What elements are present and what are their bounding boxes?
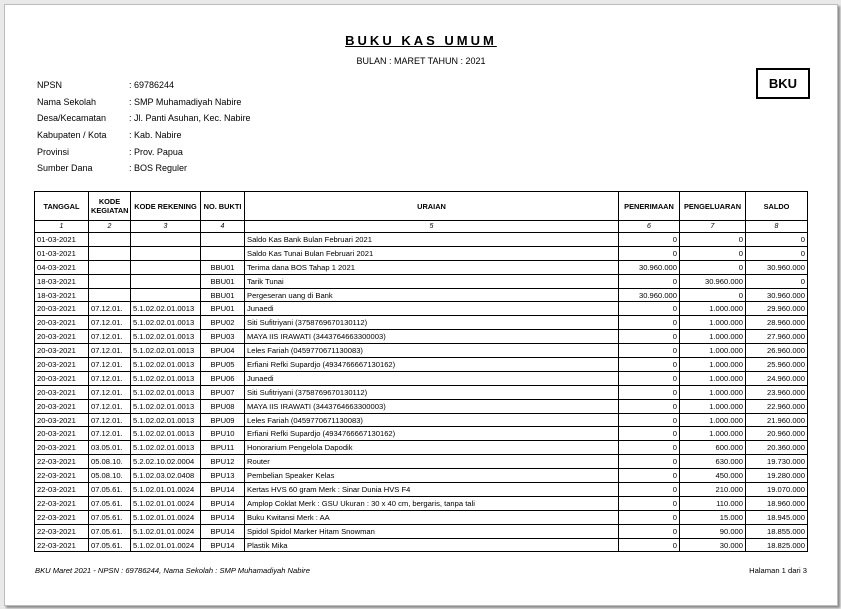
document-page [4, 4, 838, 606]
column-header-kode-kegiatan: KODE KEGIATAN [89, 192, 131, 221]
cell-pengeluaran: 1.000.000 [680, 316, 746, 330]
column-header-tanggal: TANGGAL [35, 192, 89, 221]
cell-tanggal: 01-03-2021 [35, 233, 89, 247]
table-row [35, 483, 808, 497]
cell-uraian: Honorarium Pengelola Dapodik [245, 441, 619, 455]
cell-no-bukti: BBU01 [201, 260, 245, 274]
cell-tanggal: 04-03-2021 [35, 260, 89, 274]
cell-penerimaan: 30.960.000 [619, 288, 680, 302]
cell-pengeluaran: 1.000.000 [680, 330, 746, 344]
cell-pengeluaran: 1.000.000 [680, 371, 746, 385]
cell-uraian: Junaedi [245, 371, 619, 385]
cell-tanggal: 18-03-2021 [35, 288, 89, 302]
info-label: NPSN [37, 80, 63, 90]
cell-saldo: 22.960.000 [746, 399, 808, 413]
info-row [37, 97, 251, 114]
cell-penerimaan: 0 [619, 455, 680, 469]
cell-uraian: Junaedi [245, 302, 619, 316]
cell-no-bukti: BPU14 [201, 524, 245, 538]
cell-kode-kegiatan: 03.05.01. [89, 441, 131, 455]
cell-uraian: Siti Sufitriyani (3758769670130112) [245, 385, 619, 399]
cell-kode-rekening: 5.1.02.02.01.0013 [131, 330, 201, 344]
cell-no-bukti: BPU14 [201, 483, 245, 497]
cell-no-bukti: BBU01 [201, 274, 245, 288]
table-row [35, 538, 808, 552]
column-index: 3 [131, 221, 201, 233]
cell-uraian: Spidol Spidol Marker Hitam Snowman [245, 524, 619, 538]
cell-pengeluaran: 0 [680, 233, 746, 247]
info-value: : 69786244 [129, 80, 175, 90]
cell-no-bukti: BPU02 [201, 316, 245, 330]
cell-penerimaan: 0 [619, 413, 680, 427]
cell-no-bukti: BBU01 [201, 288, 245, 302]
cell-no-bukti: BPU14 [201, 510, 245, 524]
table-row [35, 385, 808, 399]
cell-saldo: 0 [746, 246, 808, 260]
cell-pengeluaran: 30.000 [680, 538, 746, 552]
table-row [35, 469, 808, 483]
cell-penerimaan: 0 [619, 538, 680, 552]
cell-tanggal: 20-03-2021 [35, 441, 89, 455]
cell-tanggal: 01-03-2021 [35, 246, 89, 260]
cell-penerimaan: 0 [619, 330, 680, 344]
cell-kode-kegiatan: 07.12.01. [89, 413, 131, 427]
cell-uraian: Leles Fariah (0459770671130083) [245, 413, 619, 427]
cell-kode-kegiatan [89, 260, 131, 274]
cell-kode-rekening [131, 233, 201, 247]
cell-kode-kegiatan: 07.12.01. [89, 344, 131, 358]
cell-penerimaan: 0 [619, 496, 680, 510]
table-row [35, 344, 808, 358]
cell-pengeluaran: 1.000.000 [680, 399, 746, 413]
cell-kode-kegiatan: 07.05.61. [89, 538, 131, 552]
cell-no-bukti: BPU07 [201, 385, 245, 399]
cell-pengeluaran: 600.000 [680, 441, 746, 455]
cell-kode-kegiatan: 07.12.01. [89, 302, 131, 316]
table-row [35, 510, 808, 524]
cell-uraian: Terima dana BOS Tahap 1 2021 [245, 260, 619, 274]
cell-uraian: MAYA IIS IRAWATI (3443764663300003) [245, 330, 619, 344]
cell-uraian: Pergeseran uang di Bank [245, 288, 619, 302]
cell-uraian: Erfiani Refki Supardjo (4934766667130162) [245, 358, 619, 372]
cell-kode-kegiatan: 07.05.61. [89, 510, 131, 524]
cell-pengeluaran: 1.000.000 [680, 427, 746, 441]
cell-tanggal: 20-03-2021 [35, 344, 89, 358]
cell-no-bukti [201, 233, 245, 247]
cell-no-bukti: BPU12 [201, 455, 245, 469]
cell-saldo: 18.960.000 [746, 496, 808, 510]
cell-tanggal: 22-03-2021 [35, 455, 89, 469]
school-info [37, 80, 251, 180]
cell-saldo: 27.960.000 [746, 330, 808, 344]
cell-saldo: 20.960.000 [746, 427, 808, 441]
cell-saldo: 19.730.000 [746, 455, 808, 469]
cell-kode-kegiatan: 07.12.01. [89, 427, 131, 441]
bku-badge: BKU [756, 68, 810, 99]
table-row [35, 524, 808, 538]
cell-pengeluaran: 0 [680, 288, 746, 302]
cell-saldo: 26.960.000 [746, 344, 808, 358]
cell-no-bukti: BPU14 [201, 496, 245, 510]
cell-tanggal: 20-03-2021 [35, 302, 89, 316]
cell-penerimaan: 0 [619, 524, 680, 538]
column-index: 5 [245, 221, 619, 233]
cell-tanggal: 20-03-2021 [35, 413, 89, 427]
cell-saldo: 24.960.000 [746, 371, 808, 385]
cell-pengeluaran: 0 [680, 260, 746, 274]
cell-kode-rekening: 5.1.02.02.01.0013 [131, 413, 201, 427]
info-value: : Jl. Panti Asuhan, Kec. Nabire [129, 113, 251, 124]
column-header-saldo: SALDO [746, 192, 808, 221]
cell-pengeluaran: 30.960.000 [680, 274, 746, 288]
column-index: 7 [680, 221, 746, 233]
cell-kode-kegiatan: 07.12.01. [89, 316, 131, 330]
cell-kode-rekening [131, 274, 201, 288]
cell-kode-rekening: 5.1.02.03.02.0408 [131, 469, 201, 483]
cell-uraian: Tarik Tunai [245, 274, 619, 288]
cell-penerimaan: 0 [619, 510, 680, 524]
page-title: BUKU KAS UMUM [345, 33, 497, 48]
cell-pengeluaran: 630.000 [680, 455, 746, 469]
cell-no-bukti: BPU08 [201, 399, 245, 413]
cell-penerimaan: 0 [619, 385, 680, 399]
cell-no-bukti: BPU13 [201, 469, 245, 483]
cell-no-bukti: BPU09 [201, 413, 245, 427]
cell-penerimaan: 0 [619, 427, 680, 441]
cell-saldo: 19.070.000 [746, 483, 808, 497]
ledger-body [35, 233, 808, 552]
cell-saldo: 19.280.000 [746, 469, 808, 483]
cell-kode-kegiatan: 07.12.01. [89, 358, 131, 372]
cell-pengeluaran: 1.000.000 [680, 413, 746, 427]
cell-uraian: Leles Fariah (0459770671130083) [245, 344, 619, 358]
cell-saldo: 0 [746, 233, 808, 247]
cell-penerimaan: 0 [619, 371, 680, 385]
info-label: Kabupaten / Kota [37, 130, 107, 141]
cell-kode-rekening: 5.2.02.10.02.0004 [131, 455, 201, 469]
cell-kode-rekening: 5.1.02.01.01.0024 [131, 496, 201, 510]
cell-kode-kegiatan: 05.08.10. [89, 469, 131, 483]
cell-saldo: 30.960.000 [746, 288, 808, 302]
cell-kode-kegiatan [89, 233, 131, 247]
cell-penerimaan: 0 [619, 399, 680, 413]
cell-uraian: MAYA IIS IRAWATI (3443764663300003) [245, 399, 619, 413]
cell-pengeluaran: 15.000 [680, 510, 746, 524]
table-row [35, 427, 808, 441]
cell-uraian: Kertas HVS 60 gram Merk : Sinar Dunia HVS F4 [245, 483, 619, 497]
cell-pengeluaran: 1.000.000 [680, 302, 746, 316]
column-header-no-bukti: NO. BUKTI [201, 192, 245, 221]
cell-pengeluaran: 90.000 [680, 524, 746, 538]
column-header-penerimaan: PENERIMAAN [619, 192, 680, 221]
cell-tanggal: 22-03-2021 [35, 469, 89, 483]
info-label: Sumber Dana [37, 163, 93, 174]
cell-uraian: Saldo Kas Bank Bulan Februari 2021 [245, 233, 619, 247]
column-index: 1 [35, 221, 89, 233]
page-subtitle: BULAN : MARET TAHUN : 2021 [356, 56, 486, 66]
cell-tanggal: 22-03-2021 [35, 538, 89, 552]
cell-pengeluaran: 450.000 [680, 469, 746, 483]
cell-no-bukti: BPU06 [201, 371, 245, 385]
cell-tanggal: 22-03-2021 [35, 524, 89, 538]
cell-saldo: 0 [746, 274, 808, 288]
cell-uraian: Plastik Mika [245, 538, 619, 552]
cell-kode-rekening: 5.1.02.02.01.0013 [131, 427, 201, 441]
table-header-row [35, 192, 808, 221]
table-row [35, 441, 808, 455]
cell-kode-rekening: 5.1.02.02.01.0013 [131, 316, 201, 330]
info-row [37, 113, 251, 130]
cell-kode-rekening [131, 260, 201, 274]
cell-tanggal: 22-03-2021 [35, 483, 89, 497]
cell-kode-rekening: 5.1.02.01.01.0024 [131, 524, 201, 538]
table-row [35, 455, 808, 469]
table-row [35, 246, 808, 260]
cell-kode-kegiatan: 05.08.10. [89, 455, 131, 469]
cell-uraian: Buku Kwitansi Merk : AA [245, 510, 619, 524]
info-row [37, 130, 251, 147]
cell-no-bukti: BPU10 [201, 427, 245, 441]
info-value: : Prov. Papua [129, 146, 183, 157]
table-row [35, 496, 808, 510]
table-row [35, 233, 808, 247]
cell-kode-rekening: 5.1.02.02.01.0013 [131, 358, 201, 372]
cell-saldo: 25.960.000 [746, 358, 808, 372]
table-row [35, 399, 808, 413]
table-row [35, 358, 808, 372]
cell-no-bukti: BPU14 [201, 538, 245, 552]
cell-saldo: 18.825.000 [746, 538, 808, 552]
column-index: 2 [89, 221, 131, 233]
table-row [35, 260, 808, 274]
info-value: : SMP Muhamadiyah Nabire [129, 96, 242, 107]
cell-pengeluaran: 1.000.000 [680, 344, 746, 358]
cell-tanggal: 20-03-2021 [35, 427, 89, 441]
table-row [35, 330, 808, 344]
column-index: 4 [201, 221, 245, 233]
cell-penerimaan: 0 [619, 344, 680, 358]
cell-kode-kegiatan [89, 288, 131, 302]
cell-no-bukti: BPU03 [201, 330, 245, 344]
info-label: Nama Sekolah [37, 96, 97, 107]
column-index: 6 [619, 221, 680, 233]
cell-uraian: Saldo Kas Tunai Bulan Februari 2021 [245, 246, 619, 260]
cell-kode-rekening: 5.1.02.01.01.0024 [131, 483, 201, 497]
cell-no-bukti: BPU11 [201, 441, 245, 455]
cell-kode-rekening: 5.1.02.01.01.0024 [131, 510, 201, 524]
cell-tanggal: 22-03-2021 [35, 510, 89, 524]
cell-kode-kegiatan [89, 246, 131, 260]
info-value: : BOS Reguler [129, 163, 188, 174]
cell-saldo: 30.960.000 [746, 260, 808, 274]
cell-penerimaan: 0 [619, 246, 680, 260]
cell-penerimaan: 0 [619, 358, 680, 372]
column-index-row [35, 221, 808, 233]
cell-kode-kegiatan: 07.12.01. [89, 330, 131, 344]
cell-kode-kegiatan: 07.12.01. [89, 385, 131, 399]
cell-tanggal: 20-03-2021 [35, 371, 89, 385]
info-label: Provinsi [37, 146, 70, 157]
cell-penerimaan: 0 [619, 274, 680, 288]
cell-pengeluaran: 0 [680, 246, 746, 260]
cell-pengeluaran: 210.000 [680, 483, 746, 497]
cell-pengeluaran: 1.000.000 [680, 385, 746, 399]
ledger-table [34, 191, 808, 552]
cell-uraian: Router [245, 455, 619, 469]
cell-kode-rekening [131, 288, 201, 302]
cell-no-bukti: BPU04 [201, 344, 245, 358]
cell-pengeluaran: 1.000.000 [680, 358, 746, 372]
cell-saldo: 23.960.000 [746, 385, 808, 399]
column-index: 8 [746, 221, 808, 233]
cell-tanggal: 20-03-2021 [35, 358, 89, 372]
cell-pengeluaran: 110.000 [680, 496, 746, 510]
cell-tanggal: 20-03-2021 [35, 316, 89, 330]
cell-tanggal: 18-03-2021 [35, 274, 89, 288]
cell-penerimaan: 30.960.000 [619, 260, 680, 274]
cell-saldo: 29.960.000 [746, 302, 808, 316]
cell-penerimaan: 0 [619, 441, 680, 455]
cell-saldo: 20.360.000 [746, 441, 808, 455]
table-row [35, 288, 808, 302]
table-row [35, 274, 808, 288]
cell-tanggal: 22-03-2021 [35, 496, 89, 510]
cell-kode-kegiatan: 07.05.61. [89, 524, 131, 538]
cell-penerimaan: 0 [619, 302, 680, 316]
cell-penerimaan: 0 [619, 316, 680, 330]
info-row [37, 163, 251, 180]
cell-tanggal: 20-03-2021 [35, 385, 89, 399]
cell-kode-rekening: 5.1.02.02.01.0013 [131, 441, 201, 455]
cell-kode-rekening: 5.1.02.02.01.0013 [131, 385, 201, 399]
column-header-uraian: URAIAN [245, 192, 619, 221]
cell-uraian: Siti Sufitriyani (3758769670130112) [245, 316, 619, 330]
cell-saldo: 18.945.000 [746, 510, 808, 524]
cell-saldo: 28.960.000 [746, 316, 808, 330]
cell-uraian: Erfiani Refki Supardjo (4934766667130162) [245, 427, 619, 441]
cell-no-bukti: BPU01 [201, 302, 245, 316]
cell-uraian: Amplop Coklat Merk : GSU Ukuran : 30 x 40 cm, bergaris, tanpa tali [245, 496, 619, 510]
cell-saldo: 21.960.000 [746, 413, 808, 427]
table-row [35, 371, 808, 385]
cell-tanggal: 20-03-2021 [35, 399, 89, 413]
cell-kode-rekening: 5.1.02.02.01.0013 [131, 371, 201, 385]
cell-no-bukti: BPU05 [201, 358, 245, 372]
cell-saldo: 18.855.000 [746, 524, 808, 538]
table-row [35, 316, 808, 330]
column-header-pengeluaran: PENGELUARAN [680, 192, 746, 221]
cell-penerimaan: 0 [619, 469, 680, 483]
cell-penerimaan: 0 [619, 233, 680, 247]
cell-kode-kegiatan: 07.05.61. [89, 496, 131, 510]
table-row [35, 413, 808, 427]
cell-kode-rekening [131, 246, 201, 260]
cell-kode-kegiatan: 07.05.61. [89, 483, 131, 497]
cell-tanggal: 20-03-2021 [35, 330, 89, 344]
cell-penerimaan: 0 [619, 483, 680, 497]
cell-kode-kegiatan [89, 274, 131, 288]
info-value: : Kab. Nabire [129, 130, 182, 141]
footer-page-number: Halaman 1 dari 3 [749, 566, 807, 575]
info-label: Desa/Kecamatan [37, 113, 107, 124]
cell-kode-kegiatan: 07.12.01. [89, 371, 131, 385]
column-header-kode-rekening: KODE REKENING [131, 192, 201, 221]
cell-no-bukti [201, 246, 245, 260]
footer-document-info: BKU Maret 2021 - NPSN : 69786244, Nama Sekolah : SMP Muhamadiyah Nabire [35, 566, 310, 575]
cell-kode-rekening: 5.1.02.02.01.0013 [131, 399, 201, 413]
cell-kode-rekening: 5.1.02.02.01.0013 [131, 302, 201, 316]
cell-kode-kegiatan: 07.12.01. [89, 399, 131, 413]
cell-kode-rekening: 5.1.02.01.01.0024 [131, 538, 201, 552]
cell-kode-rekening: 5.1.02.02.01.0013 [131, 344, 201, 358]
info-row [37, 147, 251, 164]
cell-uraian: Pembelian Speaker Kelas [245, 469, 619, 483]
info-row [37, 80, 251, 97]
table-row [35, 302, 808, 316]
